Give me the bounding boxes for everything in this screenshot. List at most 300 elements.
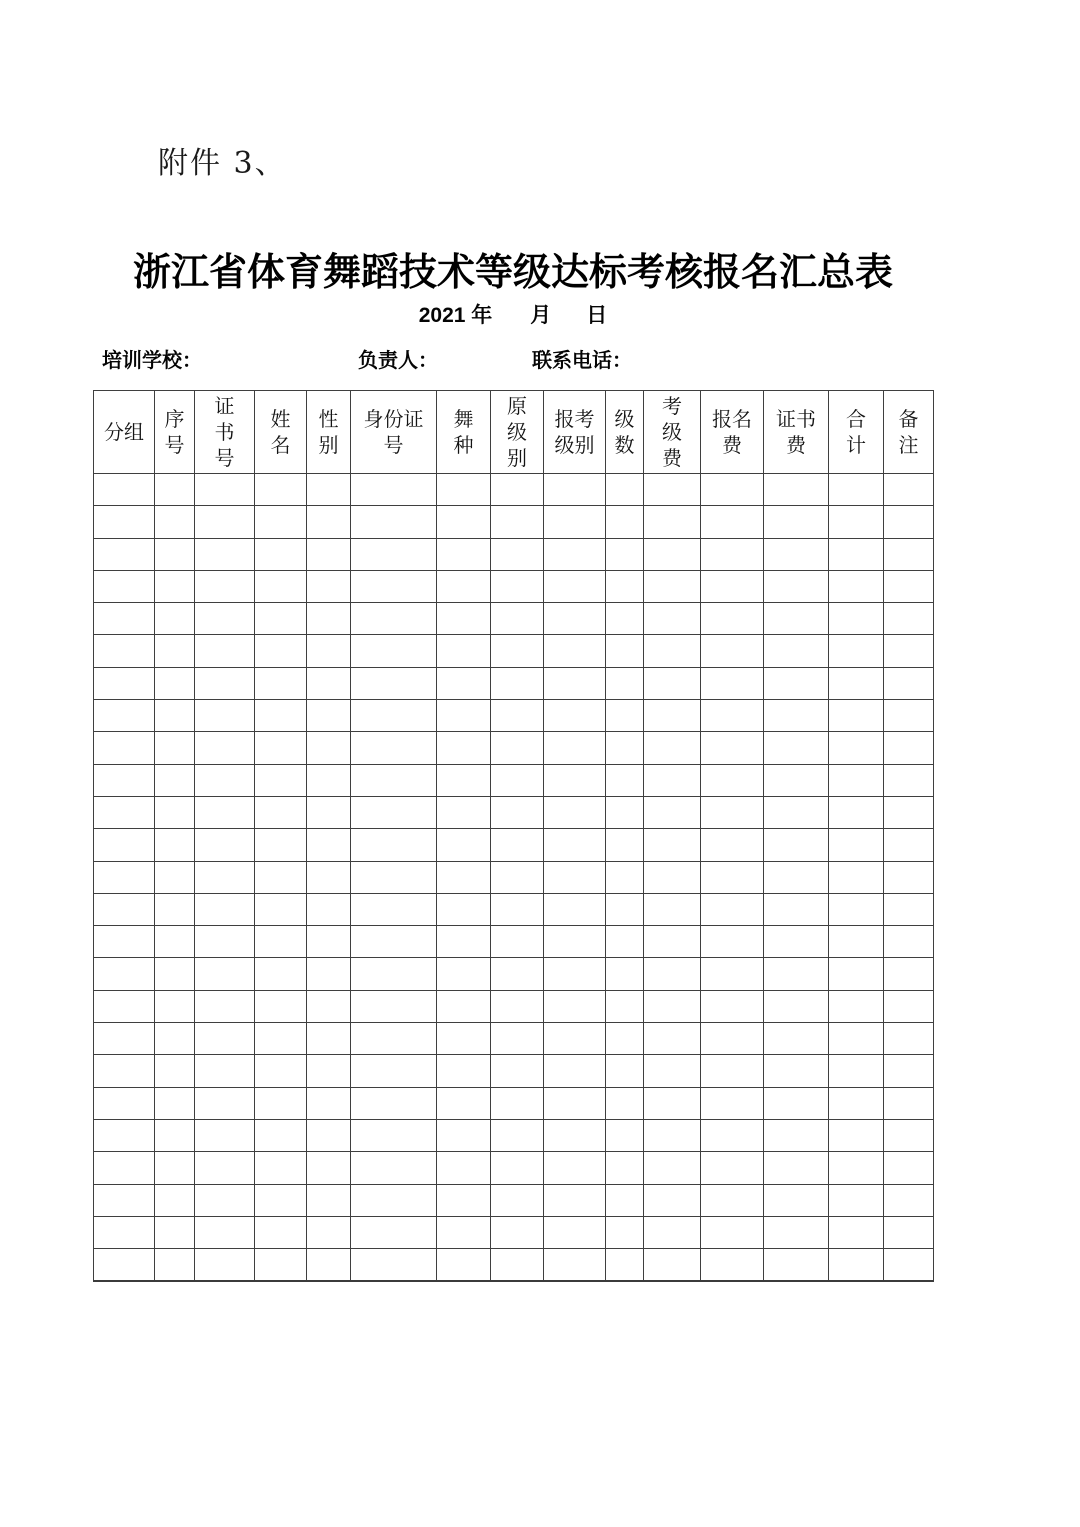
- body-cell-id-card-number: [351, 570, 437, 602]
- body-cell-dance-type: [437, 635, 491, 667]
- body-cell-applied-level: [544, 829, 606, 861]
- body-cell-level-count: [606, 667, 644, 699]
- body-cell-gender: [307, 667, 351, 699]
- body-cell-group: [94, 1023, 155, 1055]
- body-cell-grading-fee: [644, 667, 701, 699]
- body-cell-group: [94, 990, 155, 1022]
- header-text-line: 费: [786, 433, 806, 457]
- body-cell-grading-fee: [644, 1249, 701, 1281]
- header-text-line: 报考: [554, 407, 595, 431]
- body-cell-level-count: [606, 829, 644, 861]
- body-cell-dance-type: [437, 603, 491, 635]
- body-cell-grading-fee: [644, 796, 701, 828]
- body-cell-id-card-number: [351, 732, 437, 764]
- header-cell-original-level: [491, 391, 544, 474]
- body-cell-remarks: [884, 700, 934, 732]
- body-cell-remarks: [884, 506, 934, 538]
- body-cell-original-level: [491, 1087, 544, 1119]
- body-cell-original-level: [491, 474, 544, 506]
- table-row: [94, 990, 934, 1022]
- header-text-line: 号: [214, 446, 235, 470]
- body-cell-applied-level: [544, 1216, 606, 1248]
- body-cell-applied-level: [544, 1023, 606, 1055]
- body-cell-group: [94, 570, 155, 602]
- table-body: [94, 474, 934, 1281]
- header-cell-name: [255, 391, 307, 474]
- table-row: [94, 1087, 934, 1119]
- body-cell-certificate-number: [195, 1023, 255, 1055]
- header-cell-grading-fee: [644, 391, 701, 474]
- body-cell-id-card-number: [351, 829, 437, 861]
- body-cell-name: [255, 1023, 307, 1055]
- body-cell-remarks: [884, 796, 934, 828]
- body-cell-certificate-fee: [764, 829, 829, 861]
- body-cell-dance-type: [437, 1055, 491, 1087]
- body-cell-gender: [307, 538, 351, 570]
- body-cell-level-count: [606, 700, 644, 732]
- body-cell-gender: [307, 1119, 351, 1151]
- date-line: [93, 299, 933, 329]
- body-cell-serial-number: [155, 1249, 195, 1281]
- body-cell-group: [94, 732, 155, 764]
- body-cell-registration-fee: [701, 667, 764, 699]
- body-cell-level-count: [606, 474, 644, 506]
- body-cell-certificate-number: [195, 667, 255, 699]
- body-cell-serial-number: [155, 732, 195, 764]
- body-cell-registration-fee: [701, 829, 764, 861]
- body-cell-certificate-number: [195, 1152, 255, 1184]
- body-cell-gender: [307, 958, 351, 990]
- body-cell-dance-type: [437, 861, 491, 893]
- body-cell-remarks: [884, 1023, 934, 1055]
- header-text-line: 注: [898, 433, 919, 457]
- body-cell-id-card-number: [351, 1249, 437, 1281]
- body-cell-applied-level: [544, 538, 606, 570]
- body-cell-applied-level: [544, 635, 606, 667]
- table-row: [94, 506, 934, 538]
- body-cell-id-card-number: [351, 538, 437, 570]
- body-cell-grading-fee: [644, 926, 701, 958]
- body-cell-original-level: [491, 603, 544, 635]
- body-cell-serial-number: [155, 667, 195, 699]
- body-cell-certificate-fee: [764, 506, 829, 538]
- body-cell-registration-fee: [701, 764, 764, 796]
- body-cell-dance-type: [437, 538, 491, 570]
- body-cell-level-count: [606, 538, 644, 570]
- body-cell-serial-number: [155, 958, 195, 990]
- body-cell-dance-type: [437, 1184, 491, 1216]
- body-cell-certificate-number: [195, 603, 255, 635]
- header-text-line: 别: [318, 433, 339, 457]
- table-row: [94, 1023, 934, 1055]
- body-cell-level-count: [606, 1023, 644, 1055]
- body-cell-certificate-number: [195, 1249, 255, 1281]
- body-cell-certificate-fee: [764, 1184, 829, 1216]
- body-cell-name: [255, 700, 307, 732]
- body-cell-group: [94, 796, 155, 828]
- body-cell-id-card-number: [351, 764, 437, 796]
- body-cell-grading-fee: [644, 1055, 701, 1087]
- header-text-line: 证书: [776, 407, 816, 431]
- body-cell-name: [255, 1184, 307, 1216]
- body-cell-applied-level: [544, 667, 606, 699]
- body-cell-level-count: [606, 1087, 644, 1119]
- body-cell-serial-number: [155, 570, 195, 602]
- body-cell-remarks: [884, 1152, 934, 1184]
- body-cell-registration-fee: [701, 796, 764, 828]
- body-cell-remarks: [884, 829, 934, 861]
- body-cell-gender: [307, 635, 351, 667]
- body-cell-certificate-number: [195, 1055, 255, 1087]
- body-cell-dance-type: [437, 1152, 491, 1184]
- header-cell-applied-level: [544, 391, 606, 474]
- body-cell-group: [94, 538, 155, 570]
- body-cell-registration-fee: [701, 474, 764, 506]
- body-cell-name: [255, 893, 307, 925]
- body-cell-dance-type: [437, 893, 491, 925]
- body-cell-remarks: [884, 893, 934, 925]
- body-cell-id-card-number: [351, 796, 437, 828]
- body-cell-certificate-number: [195, 1184, 255, 1216]
- body-cell-total: [829, 1023, 884, 1055]
- body-cell-applied-level: [544, 700, 606, 732]
- body-cell-certificate-number: [195, 732, 255, 764]
- header-cell-total: [829, 391, 884, 474]
- body-cell-certificate-number: [195, 990, 255, 1022]
- body-cell-applied-level: [544, 1087, 606, 1119]
- training-school-label: 培训学校：: [102, 350, 202, 372]
- body-cell-certificate-fee: [764, 732, 829, 764]
- table-row: [94, 893, 934, 925]
- body-cell-registration-fee: [701, 958, 764, 990]
- body-cell-gender: [307, 474, 351, 506]
- body-cell-gender: [307, 506, 351, 538]
- body-cell-registration-fee: [701, 893, 764, 925]
- body-cell-serial-number: [155, 926, 195, 958]
- body-cell-grading-fee: [644, 1119, 701, 1151]
- body-cell-total: [829, 570, 884, 602]
- body-cell-id-card-number: [351, 474, 437, 506]
- body-cell-original-level: [491, 1152, 544, 1184]
- body-cell-remarks: [884, 474, 934, 506]
- body-cell-certificate-number: [195, 506, 255, 538]
- body-cell-name: [255, 926, 307, 958]
- body-cell-id-card-number: [351, 667, 437, 699]
- body-cell-remarks: [884, 732, 934, 764]
- body-cell-total: [829, 796, 884, 828]
- body-cell-grading-fee: [644, 1216, 701, 1248]
- body-cell-name: [255, 1087, 307, 1119]
- body-cell-total: [829, 990, 884, 1022]
- body-cell-original-level: [491, 700, 544, 732]
- body-cell-level-count: [606, 1184, 644, 1216]
- body-cell-applied-level: [544, 796, 606, 828]
- body-cell-name: [255, 990, 307, 1022]
- body-cell-gender: [307, 764, 351, 796]
- body-cell-remarks: [884, 635, 934, 667]
- body-cell-original-level: [491, 506, 544, 538]
- body-cell-gender: [307, 990, 351, 1022]
- body-cell-dance-type: [437, 958, 491, 990]
- body-cell-original-level: [491, 1249, 544, 1281]
- date-day: 日: [586, 304, 608, 327]
- table-row: [94, 1119, 934, 1151]
- body-cell-group: [94, 1216, 155, 1248]
- body-cell-applied-level: [544, 926, 606, 958]
- body-cell-applied-level: [544, 764, 606, 796]
- body-cell-level-count: [606, 990, 644, 1022]
- body-cell-name: [255, 861, 307, 893]
- body-cell-certificate-fee: [764, 990, 829, 1022]
- body-cell-id-card-number: [351, 1184, 437, 1216]
- body-cell-original-level: [491, 958, 544, 990]
- table-row: [94, 603, 934, 635]
- header-text-line: 数: [614, 433, 635, 457]
- body-cell-total: [829, 926, 884, 958]
- body-cell-name: [255, 732, 307, 764]
- header-text-line: 合: [846, 407, 866, 431]
- body-cell-serial-number: [155, 764, 195, 796]
- body-cell-name: [255, 1249, 307, 1281]
- body-cell-dance-type: [437, 700, 491, 732]
- body-cell-registration-fee: [701, 926, 764, 958]
- body-cell-id-card-number: [351, 603, 437, 635]
- body-cell-certificate-number: [195, 474, 255, 506]
- table-row: [94, 926, 934, 958]
- body-cell-applied-level: [544, 893, 606, 925]
- body-cell-grading-fee: [644, 603, 701, 635]
- body-cell-original-level: [491, 764, 544, 796]
- body-cell-original-level: [491, 1119, 544, 1151]
- header-text-line: 费: [722, 433, 742, 457]
- table-row: [94, 700, 934, 732]
- body-cell-registration-fee: [701, 1184, 764, 1216]
- body-cell-grading-fee: [644, 829, 701, 861]
- header-text-line: 报名: [712, 407, 752, 431]
- body-cell-remarks: [884, 990, 934, 1022]
- body-cell-id-card-number: [351, 700, 437, 732]
- body-cell-group: [94, 829, 155, 861]
- person-in-charge-label: 负责人：: [358, 350, 438, 372]
- body-cell-dance-type: [437, 1087, 491, 1119]
- body-cell-remarks: [884, 764, 934, 796]
- body-cell-gender: [307, 861, 351, 893]
- body-cell-remarks: [884, 958, 934, 990]
- body-cell-id-card-number: [351, 1087, 437, 1119]
- table-row: [94, 1184, 934, 1216]
- page-title: 浙江省体育舞蹈技术等级达标考核报名汇总表: [132, 252, 893, 294]
- body-cell-total: [829, 893, 884, 925]
- header-text-line: 号: [383, 433, 404, 457]
- body-cell-id-card-number: [351, 1023, 437, 1055]
- table-row: [94, 1055, 934, 1087]
- body-cell-group: [94, 1119, 155, 1151]
- body-cell-total: [829, 1055, 884, 1087]
- body-cell-registration-fee: [701, 570, 764, 602]
- body-cell-dance-type: [437, 829, 491, 861]
- table-row: [94, 796, 934, 828]
- body-cell-applied-level: [544, 474, 606, 506]
- body-cell-certificate-fee: [764, 700, 829, 732]
- body-cell-gender: [307, 1216, 351, 1248]
- body-cell-original-level: [491, 1184, 544, 1216]
- body-cell-id-card-number: [351, 635, 437, 667]
- body-cell-total: [829, 958, 884, 990]
- body-cell-certificate-fee: [764, 1087, 829, 1119]
- body-cell-remarks: [884, 1055, 934, 1087]
- body-cell-certificate-number: [195, 796, 255, 828]
- header-text-line: 级: [614, 407, 635, 431]
- body-cell-certificate-fee: [764, 1249, 829, 1281]
- body-cell-registration-fee: [701, 538, 764, 570]
- body-cell-serial-number: [155, 829, 195, 861]
- table-row: [94, 958, 934, 990]
- body-cell-dance-type: [437, 1216, 491, 1248]
- body-cell-total: [829, 829, 884, 861]
- body-cell-name: [255, 1216, 307, 1248]
- body-cell-grading-fee: [644, 506, 701, 538]
- body-cell-gender: [307, 1023, 351, 1055]
- body-cell-remarks: [884, 1184, 934, 1216]
- body-cell-name: [255, 635, 307, 667]
- table-row: [94, 538, 934, 570]
- body-cell-dance-type: [437, 667, 491, 699]
- body-cell-serial-number: [155, 893, 195, 925]
- body-cell-level-count: [606, 635, 644, 667]
- body-cell-id-card-number: [351, 958, 437, 990]
- body-cell-name: [255, 667, 307, 699]
- body-cell-name: [255, 474, 307, 506]
- body-cell-id-card-number: [351, 926, 437, 958]
- body-cell-original-level: [491, 538, 544, 570]
- body-cell-grading-fee: [644, 764, 701, 796]
- body-cell-original-level: [491, 861, 544, 893]
- table-row: [94, 474, 934, 506]
- header-text-line: 费: [662, 446, 682, 470]
- header-cell-certificate-fee: [764, 391, 829, 474]
- header-cell-id-card-number: [351, 391, 437, 474]
- body-cell-grading-fee: [644, 474, 701, 506]
- body-cell-group: [94, 667, 155, 699]
- body-cell-original-level: [491, 829, 544, 861]
- body-cell-remarks: [884, 1216, 934, 1248]
- contact-phone-label: 联系电话：: [532, 350, 632, 372]
- header-text-line: 证: [214, 394, 235, 418]
- body-cell-group: [94, 474, 155, 506]
- header-text-line: 原: [507, 394, 527, 418]
- header-text-line: 姓: [270, 407, 291, 431]
- body-cell-registration-fee: [701, 990, 764, 1022]
- body-cell-certificate-fee: [764, 1152, 829, 1184]
- body-cell-gender: [307, 796, 351, 828]
- body-cell-id-card-number: [351, 1152, 437, 1184]
- body-cell-level-count: [606, 926, 644, 958]
- header-text-line: 备: [898, 407, 919, 431]
- body-cell-certificate-number: [195, 893, 255, 925]
- header-cell-registration-fee: [701, 391, 764, 474]
- body-cell-group: [94, 506, 155, 538]
- body-cell-gender: [307, 700, 351, 732]
- header-text-line: 级别: [554, 433, 595, 457]
- body-cell-gender: [307, 1249, 351, 1281]
- table-row: [94, 635, 934, 667]
- body-cell-dance-type: [437, 732, 491, 764]
- body-cell-total: [829, 861, 884, 893]
- body-cell-registration-fee: [701, 861, 764, 893]
- table-row: [94, 667, 934, 699]
- body-cell-applied-level: [544, 1249, 606, 1281]
- body-cell-group: [94, 1249, 155, 1281]
- body-cell-certificate-fee: [764, 926, 829, 958]
- header-cell-serial-number: [155, 391, 195, 474]
- body-cell-grading-fee: [644, 990, 701, 1022]
- body-cell-grading-fee: [644, 958, 701, 990]
- body-cell-certificate-fee: [764, 538, 829, 570]
- header-text-line: 身份证: [363, 407, 424, 431]
- body-cell-dance-type: [437, 764, 491, 796]
- body-cell-total: [829, 603, 884, 635]
- body-cell-serial-number: [155, 603, 195, 635]
- body-cell-remarks: [884, 667, 934, 699]
- body-cell-gender: [307, 1087, 351, 1119]
- header-text-line: 号: [164, 433, 185, 457]
- body-cell-level-count: [606, 893, 644, 925]
- body-cell-total: [829, 635, 884, 667]
- body-cell-grading-fee: [644, 538, 701, 570]
- body-cell-certificate-number: [195, 635, 255, 667]
- body-cell-serial-number: [155, 1087, 195, 1119]
- body-cell-grading-fee: [644, 570, 701, 602]
- header-text-line: 性: [318, 407, 339, 431]
- body-cell-name: [255, 1119, 307, 1151]
- body-cell-certificate-fee: [764, 570, 829, 602]
- body-cell-level-count: [606, 1119, 644, 1151]
- body-cell-id-card-number: [351, 861, 437, 893]
- body-cell-id-card-number: [351, 893, 437, 925]
- body-cell-dance-type: [437, 506, 491, 538]
- body-cell-group: [94, 603, 155, 635]
- body-cell-certificate-fee: [764, 1216, 829, 1248]
- body-cell-certificate-number: [195, 700, 255, 732]
- body-cell-name: [255, 570, 307, 602]
- body-cell-grading-fee: [644, 1152, 701, 1184]
- body-cell-serial-number: [155, 635, 195, 667]
- body-cell-total: [829, 1184, 884, 1216]
- body-cell-level-count: [606, 1249, 644, 1281]
- body-cell-group: [94, 700, 155, 732]
- body-cell-serial-number: [155, 1184, 195, 1216]
- header-text-line: 分组: [104, 420, 144, 444]
- body-cell-original-level: [491, 796, 544, 828]
- body-cell-applied-level: [544, 603, 606, 635]
- registration-summary-table: [93, 390, 934, 1282]
- body-cell-dance-type: [437, 926, 491, 958]
- date-year: 2021 年: [418, 304, 493, 327]
- header-cell-group: [94, 391, 155, 474]
- body-cell-remarks: [884, 926, 934, 958]
- body-cell-name: [255, 506, 307, 538]
- body-cell-remarks: [884, 861, 934, 893]
- body-cell-total: [829, 1152, 884, 1184]
- body-cell-total: [829, 1249, 884, 1281]
- body-cell-total: [829, 474, 884, 506]
- body-cell-serial-number: [155, 1119, 195, 1151]
- body-cell-group: [94, 1152, 155, 1184]
- body-cell-certificate-fee: [764, 474, 829, 506]
- table-row: [94, 1216, 934, 1248]
- body-cell-gender: [307, 926, 351, 958]
- body-cell-certificate-number: [195, 570, 255, 602]
